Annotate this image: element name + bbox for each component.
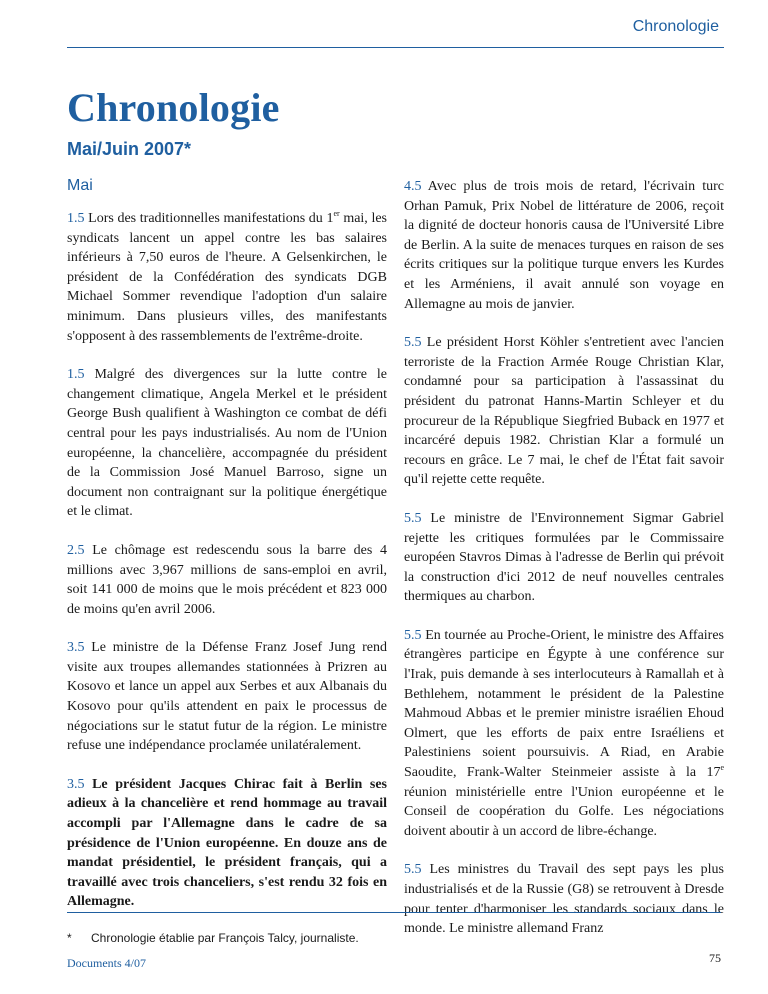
entry-date: 2.5: [67, 542, 85, 558]
entry-date: 5.5: [404, 335, 422, 351]
chronology-entry: [404, 509, 724, 607]
left-column: [67, 176, 387, 931]
page-title: Chronologie: [67, 85, 280, 130]
entry-text-continued: mai, les syndicats lancent un appel contre les bas salaires inférieurs à 7,50 euros de l'heure. A Gelsenkirchen, le président de la Confédération des syndicats DGB Michael Sommer revendique l'adoption d'un salaire minimum. Dans plusieurs villes, des manifestants s'opposent à des rassemblements de l'extrême-droite.: [67, 211, 388, 344]
entry-date: 5.5: [404, 627, 422, 643]
chronology-entry: [67, 365, 387, 522]
entry-text: Le ministre de l'Environnement Sigmar Gabriel rejette les critiques formulées par le Commissaire européen Stavros Dimas à l'adresse de Berlin qui prévoit la construction d'ici 2012 de neuf nouvelles centrales thermiques au charbon.: [404, 510, 724, 605]
publication-name: Documents 4/07: [67, 956, 146, 970]
entry-superscript: e: [720, 763, 724, 773]
header-rule: [67, 47, 724, 48]
chronology-entry: [67, 638, 387, 756]
entry-text: Le président Jacques Chirac fait à Berlin ses adieux à la chancelière et rend hommage au travail accompli par l'Allemagne dans le cadre de sa présidence de l'Union européenne. En douze ans de mandat présidentiel, le président français, qui a travaillé avec trois chanceliers, s'est rendu 32 fois en Allemagne.: [67, 776, 387, 910]
month-heading: Mai: [67, 177, 93, 194]
page-subtitle: Mai/Juin 2007*: [67, 139, 192, 159]
entry-text: Lors des traditionnelles manifestations du 1: [88, 211, 334, 226]
entry-date: 3.5: [67, 776, 85, 792]
chronology-entry-highlight: [67, 775, 387, 912]
chronology-entry: [404, 177, 724, 314]
entry-text: Malgré des divergences sur la lutte contre le changement climatique, Angela Merkel et le président George Bush qualifient à Washington ce combat de défi central pour les pays industrialisés. Au nom de l'Union européenne, la chancelière, accompagnée du président de la Commission José Manuel Barroso, signe un document non contraignant sur la politique énergétique et le climat.: [67, 367, 387, 520]
entry-date: 1.5: [67, 367, 85, 383]
entry-text: En tournée au Proche-Orient, le ministre des Affaires étrangères participe en Égypte à une conférence sur l'Irak, puis demande à ses interlocuteurs à Ramallah et à Bethlehem, notamment le président de la Palestine Mahmoud Abbas et le premier ministre israélien Ehoud Olmert, que les efforts de paix entre Israéliens et Palestiniens soient poursuivis. A Riad, en Arabie Saoudite, Frank-Walter Steinmeier assiste à la 17: [404, 627, 724, 781]
entry-date: 5.5: [404, 862, 422, 878]
running-header: Chronologie: [632, 18, 719, 35]
entry-text: Les ministres du Travail des sept pays les plus industrialisés et de la Russie (G8) se retrouvent à Dresde pour tenter d'harmoniser les standards sociaux dans le monde. Le ministre allemand Franz: [404, 862, 724, 937]
entry-text-continued: réunion ministérielle entre l'Union européenne et le Conseil de coopération du Golfe. Les négociations doivent aboutir à un accord de libre-échange.: [404, 784, 724, 839]
entry-date: 3.5: [67, 640, 85, 656]
entry-date: 5.5: [404, 510, 422, 526]
chronology-entry: [404, 333, 724, 490]
chronology-entry: [67, 209, 387, 346]
chronology-entry: [404, 626, 724, 842]
footnote-mark: *: [67, 931, 72, 945]
entry-text: Le président Horst Köhler s'entretient avec l'ancien terroriste de la Fraction Armée Rouge Christian Klar, condamné pour sa participation à l'assassinat du président du patronat Hanns-Martin Schleyer et du procureur de la République Siegfried Buback en 1977 et incarcéré depuis 1982. Christian Klar a formulé un recours en grâce. Le 7 mai, le chef de l'État fait savoir qu'il rejette cette requête.: [404, 335, 724, 488]
entry-superscript: er: [333, 209, 340, 218]
footnote: [67, 931, 359, 945]
chronology-entry: [404, 860, 724, 938]
page-number: 75: [709, 951, 721, 965]
footnote-rule: [67, 912, 721, 913]
footnote-text: Chronologie établie par François Talcy, journaliste.: [91, 931, 359, 945]
entry-text: Le chômage est redescendu sous la barre des 4 millions avec 3,967 millions de sans-emploi en avril, soit 141 000 de moins que le mois précédent et 823 000 de moins qu'en avril 2006.: [67, 542, 388, 617]
right-column: [404, 177, 724, 958]
entry-date: 1.5: [67, 211, 85, 226]
entry-date: 4.5: [404, 179, 422, 194]
entry-text: Le ministre de la Défense Franz Josef Jung rend visite aux troupes allemandes stationnées à Prizren au Kosovo et lance un appel aux Serbes et aux Albanais du Kosovo pour qu'ils attendent en paix le processus de négociations sur le statut futur de la région. Le ministre refuse une indépendance proclamée unilatéralement.: [67, 640, 387, 754]
chronology-entry: [67, 541, 387, 619]
entry-text: Avec plus de trois mois de retard, l'écrivain turc Orhan Pamuk, Prix Nobel de littérature de 2006, reçoit la dignité de docteur honoris causa de l'Université Libre de Berlin. A la suite de menaces turques en raison de ses écrits critiques sur la politique turque envers les Kurdes et les Arméniens, il avait annulé son voyage en Allemagne au mois de janvier.: [404, 179, 724, 312]
